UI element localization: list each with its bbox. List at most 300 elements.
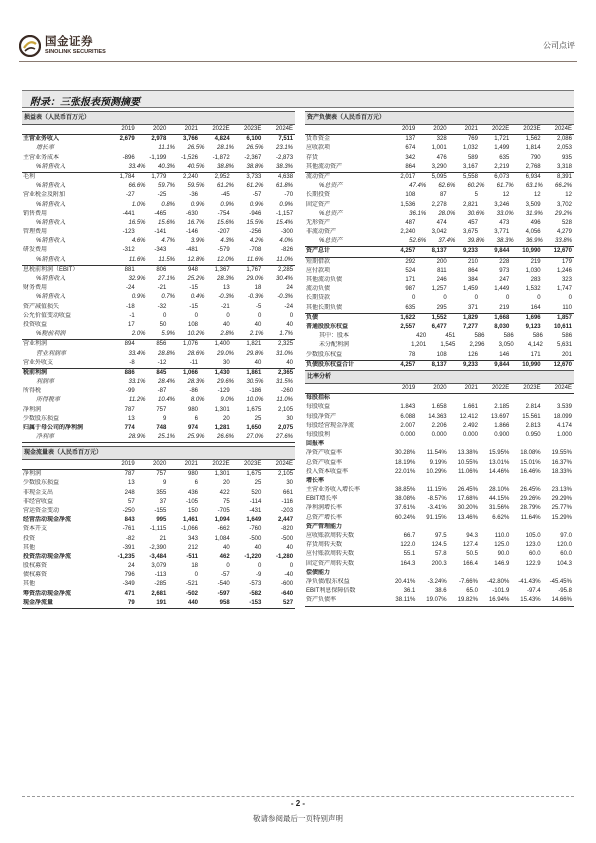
table-row <box>305 173 574 182</box>
row-value: 40.5% <box>187 163 205 170</box>
row-label: %总资产 <box>319 238 343 245</box>
row-value: 4.174 <box>556 422 572 429</box>
row-label: %销售收入 <box>36 219 66 226</box>
row-value: -3.41% <box>427 505 447 512</box>
row-value: -0.3% <box>218 294 234 301</box>
row-value: 6,100 <box>246 136 262 143</box>
row-value: 57.8 <box>434 551 447 558</box>
row-label: 净资产收益率 <box>306 450 343 457</box>
row-value: 1,430 <box>214 369 230 376</box>
row-value: 12 <box>533 192 541 199</box>
row-value: 29.8% <box>246 350 264 357</box>
row-label: 总资产增长率 <box>306 514 343 521</box>
row-label: 偿债能力 <box>306 569 331 576</box>
table-row <box>305 276 574 285</box>
row-value: 1,747 <box>556 286 572 293</box>
row-value: 19.82% <box>457 597 478 604</box>
row-value: -27 <box>126 192 135 199</box>
row-value: 25.1% <box>157 434 175 441</box>
year-header-cell: 2023E <box>523 126 541 132</box>
row-value: 40 <box>223 544 230 551</box>
table-row <box>305 267 574 276</box>
row-value: 1,076 <box>183 341 199 348</box>
row-value: 864 <box>405 163 416 170</box>
row-value: 10,990 <box>522 248 541 255</box>
row-value: 856 <box>156 341 167 348</box>
row-value: 980 <box>188 406 199 413</box>
row-value: 1,829 <box>462 314 478 321</box>
row-label: 净利润 <box>23 471 42 478</box>
row-value: 323 <box>561 277 572 283</box>
row-value: 13.46% <box>457 514 478 521</box>
row-value: 1,066 <box>183 369 199 376</box>
row-value <box>449 569 480 578</box>
row-value: -203 <box>281 507 294 514</box>
row-value: 14.46% <box>488 468 510 475</box>
table-row <box>22 182 295 191</box>
row-value: 30.6% <box>467 210 485 217</box>
row-label: 普通股股东权益 <box>306 323 349 330</box>
row-value: 61.2% <box>216 183 234 190</box>
row-value: 283 <box>530 277 541 283</box>
row-value: 14.363 <box>428 413 447 420</box>
table-row <box>22 415 295 424</box>
row-value: 137 <box>405 136 416 143</box>
row-value: 457 <box>467 219 478 226</box>
row-value: 3.9% <box>190 238 205 245</box>
year-header-cell: 2024E <box>554 126 572 132</box>
row-value: 40 <box>254 321 262 328</box>
row-value: 757 <box>156 471 167 478</box>
row-value: 1,301 <box>214 406 230 413</box>
row-value <box>480 394 511 403</box>
table-row <box>22 553 295 562</box>
row-value: 200 <box>436 258 447 265</box>
row-value <box>543 477 574 486</box>
table-row <box>305 587 574 596</box>
row-value: 0.8% <box>161 201 175 208</box>
row-value: 219 <box>530 258 541 265</box>
row-value: 28.79% <box>520 505 541 512</box>
row-value: -82 <box>126 535 135 542</box>
row-value: 150 <box>188 507 199 514</box>
table-title: 比率分析 <box>305 370 574 384</box>
row-value: 524 <box>405 267 416 274</box>
row-label: 货币资金 <box>306 136 331 143</box>
table-row <box>22 312 295 321</box>
row-value: 6 <box>194 415 199 422</box>
row-value: 28.10% <box>488 487 510 494</box>
row-value: 28.8% <box>157 350 175 357</box>
row-value: 0.9% <box>249 201 264 208</box>
table-row <box>22 340 295 349</box>
row-value: -40 <box>284 572 294 579</box>
row-value: 38.11% <box>395 597 416 604</box>
row-value: 37.4% <box>438 238 456 245</box>
year-header-cell: 2021 <box>184 461 199 467</box>
row-value: 108 <box>188 321 199 328</box>
row-value: -155 <box>154 507 167 514</box>
row-label: 应付账款周转天数 <box>306 551 355 558</box>
company-logo <box>19 35 106 57</box>
row-value: 29.0% <box>216 350 234 357</box>
row-value: -1 <box>129 312 135 319</box>
row-label: 非流动资产 <box>306 229 337 236</box>
row-value: 0 <box>474 295 478 302</box>
row-value: 61.8% <box>275 183 293 190</box>
row-label: 投入资本收益率 <box>306 468 349 475</box>
table-row <box>305 541 574 550</box>
row-value: -1,872 <box>212 154 230 161</box>
row-value: 0.900 <box>494 431 510 438</box>
row-value: 30 <box>286 415 294 422</box>
row-value: 66.2% <box>555 183 573 190</box>
table-row <box>305 560 574 569</box>
year-header-cell: 2019 <box>121 126 135 132</box>
row-value: 40.3% <box>157 163 175 170</box>
row-value: -7.66% <box>458 578 478 585</box>
row-value: 0 <box>194 572 199 579</box>
row-value <box>480 440 511 449</box>
row-label: 每股收益 <box>306 404 331 411</box>
row-value <box>511 569 542 578</box>
row-label: %销售收入 <box>36 256 66 263</box>
row-label: EBIT利息保障倍数 <box>306 588 356 595</box>
row-label: 少数股东损益 <box>23 480 60 487</box>
row-value: 26.5% <box>187 145 205 152</box>
table-row <box>22 284 295 293</box>
row-value: 97.0 <box>560 533 572 539</box>
row-value: 38.8% <box>216 163 234 170</box>
row-value: 4.6% <box>131 238 146 245</box>
row-value: 219 <box>499 304 510 311</box>
row-value: -540 <box>217 581 230 588</box>
row-value: 13.38% <box>457 450 478 457</box>
row-value: 2,447 <box>278 517 294 524</box>
row-value: 796 <box>124 572 135 579</box>
row-value: 1,094 <box>214 517 230 524</box>
table-row <box>305 394 574 403</box>
row-value: -0.3% <box>247 294 264 301</box>
row-value: 1,779 <box>151 173 167 180</box>
row-value: 39.8% <box>467 238 485 245</box>
row-label: 营业利润 <box>23 341 48 348</box>
row-value: 40 <box>286 544 294 551</box>
table-row <box>305 495 574 504</box>
header-label-cell <box>305 384 386 393</box>
row-label: 固定资产周转天数 <box>306 560 355 567</box>
logo-name-en: SINOLINK SECURITIES <box>45 48 106 55</box>
row-value: -45 <box>221 192 230 199</box>
row-value: 18.08% <box>520 450 541 457</box>
row-value: 1,650 <box>246 425 262 431</box>
row-value: 12 <box>502 192 510 199</box>
table-row <box>305 550 574 559</box>
row-value: 179 <box>561 258 572 265</box>
table-row <box>22 489 295 498</box>
row-value: 47.4% <box>409 183 427 190</box>
row-label: 资本开支 <box>23 526 48 533</box>
row-label: 净负债/股东权益 <box>306 578 350 585</box>
header-label-cell <box>305 125 386 134</box>
row-value: 20 <box>223 415 230 422</box>
row-value: 2.1% <box>249 331 264 338</box>
row-value: 11.06% <box>458 468 478 475</box>
row-value: 33.1% <box>128 379 146 386</box>
year-header-cell: 2023E <box>244 461 262 467</box>
row-value: 15.43% <box>520 597 541 604</box>
table-row <box>305 294 574 303</box>
row-value: 1,459 <box>462 286 478 293</box>
table-row <box>22 387 295 396</box>
row-value: 8,137 <box>431 361 447 368</box>
row-value: -101.9 <box>492 588 510 595</box>
row-value: 36.1% <box>409 210 427 217</box>
row-value: 2.007 <box>400 422 416 429</box>
table-row <box>22 359 295 369</box>
row-value: 2,681 <box>151 590 167 597</box>
row-label: 其他 <box>23 544 36 551</box>
row-value <box>449 440 480 449</box>
row-value: 13.01% <box>488 459 510 466</box>
row-value: 19.07% <box>426 597 447 604</box>
row-value: 894 <box>124 341 135 348</box>
row-label: 负债 <box>306 314 319 321</box>
row-label: 增长率 <box>36 145 55 152</box>
row-value: 973 <box>499 267 510 274</box>
row-value: 1,767 <box>246 266 262 273</box>
table-row <box>305 332 574 341</box>
row-value: -1,526 <box>181 154 199 161</box>
row-value: 11.6% <box>128 256 146 263</box>
row-value: 4,257 <box>400 361 416 368</box>
row-value: 27.1% <box>157 276 175 282</box>
row-label: 应收款项 <box>306 145 331 152</box>
table-row <box>22 590 295 599</box>
table-header-row <box>22 460 295 470</box>
header-label-cell <box>22 460 105 469</box>
row-value <box>417 523 448 532</box>
row-label: 营业利润率 <box>36 350 67 357</box>
row-value: 2.814 <box>525 404 541 411</box>
row-value: -105 <box>186 498 199 505</box>
row-label: %税前利润 <box>36 331 66 338</box>
row-value: -708 <box>249 247 262 254</box>
row-value: 935 <box>561 154 572 161</box>
row-value: 8,030 <box>494 323 510 330</box>
table-row <box>305 351 574 361</box>
row-value: 2,219 <box>494 163 510 170</box>
row-value: 1,784 <box>119 173 135 180</box>
cashflow-statement-table <box>22 446 295 609</box>
row-label: 应付款项 <box>306 267 331 274</box>
table-row <box>305 191 574 200</box>
row-value: 28.0% <box>438 210 456 217</box>
row-value: 10.29% <box>426 468 447 475</box>
row-value: 811 <box>437 267 447 274</box>
row-value: 790 <box>530 154 541 161</box>
row-value: 2,240 <box>183 173 199 180</box>
row-value: 589 <box>467 154 478 161</box>
row-value: 2,278 <box>431 201 447 208</box>
table-row <box>305 413 574 422</box>
row-value: -582 <box>249 590 262 597</box>
row-value: -391 <box>122 544 135 551</box>
row-value: -481 <box>186 247 199 254</box>
table-row <box>305 422 574 431</box>
row-value: 6 <box>194 480 199 487</box>
row-value: 18.33% <box>551 468 572 475</box>
row-value: 91.15% <box>426 514 447 521</box>
row-label: 增长率 <box>306 477 325 484</box>
row-label: 其他 <box>23 581 36 588</box>
row-value: 0.9% <box>190 201 205 208</box>
logo-icon <box>19 35 41 57</box>
row-value: 4,279 <box>556 229 572 236</box>
row-value: 66.6% <box>128 183 146 190</box>
table-row <box>22 470 295 479</box>
row-value: 355 <box>156 489 167 496</box>
row-value: -2,873 <box>276 154 294 161</box>
table-row <box>22 544 295 553</box>
row-value: -343 <box>154 247 167 254</box>
row-value: 24 <box>286 285 294 292</box>
row-value: 3,509 <box>525 201 541 208</box>
row-value <box>417 569 448 578</box>
row-value: 0.950 <box>525 431 541 438</box>
row-value: 32.9% <box>128 276 146 282</box>
row-value: 980 <box>188 471 199 478</box>
row-value: 3,042 <box>431 229 447 236</box>
row-label: %总资产 <box>319 210 343 217</box>
row-value <box>543 569 574 578</box>
row-value: 38.6 <box>434 588 447 595</box>
row-value: 24 <box>127 563 135 570</box>
row-value: 0.9% <box>279 201 293 208</box>
row-value: -11 <box>189 359 199 366</box>
row-value: 9,123 <box>525 323 541 330</box>
year-header-cell: 2021 <box>464 126 478 132</box>
row-value: -896 <box>122 154 135 161</box>
row-label: 主营业务收入增长率 <box>306 487 361 494</box>
row-value: 328 <box>436 136 447 143</box>
table-title: 现金流量表（人民币百万元） <box>22 446 295 460</box>
row-value: -826 <box>281 247 294 254</box>
row-value: 527 <box>283 599 294 606</box>
row-value <box>386 394 417 403</box>
row-value: 27.0% <box>246 434 264 441</box>
row-value: 0.4% <box>190 294 205 301</box>
row-value: 3,771 <box>494 229 510 236</box>
row-value: 845 <box>156 369 167 376</box>
row-value <box>386 569 417 578</box>
row-value: 44.15% <box>488 496 510 503</box>
row-value: 2.0% <box>131 331 146 338</box>
row-value: 881 <box>124 266 135 273</box>
table-row <box>305 144 574 153</box>
row-value: 1,552 <box>431 314 447 321</box>
table-title: 损益表（人民币百万元） <box>22 111 295 125</box>
row-value: 6,073 <box>494 173 510 180</box>
row-value: -99 <box>126 388 135 395</box>
row-value: -24 <box>284 303 294 310</box>
row-value: 37 <box>159 498 167 505</box>
row-value: 200.3 <box>431 560 447 567</box>
row-value: 22.01% <box>394 468 416 475</box>
row-value: -12 <box>157 359 167 366</box>
row-value: 28.3% <box>216 276 234 282</box>
row-value <box>417 477 448 486</box>
row-label: 投资活动现金净流 <box>23 553 72 560</box>
row-value: -3.24% <box>427 578 447 585</box>
row-value: 20 <box>223 480 230 487</box>
table-row <box>22 246 295 255</box>
row-value: 2,086 <box>556 136 572 143</box>
row-value: 436 <box>188 489 199 496</box>
row-value: 0 <box>443 295 447 302</box>
row-value: 11.6% <box>246 256 264 263</box>
table-row <box>305 228 574 237</box>
row-value: 1,461 <box>183 517 199 524</box>
row-label: 税前利润 <box>23 369 48 376</box>
row-value: 440 <box>188 599 199 606</box>
row-value: 586 <box>503 333 514 340</box>
row-label: 流动资产 <box>306 173 331 180</box>
row-value: 12,670 <box>553 361 572 368</box>
row-label: 存货周转天数 <box>306 542 343 549</box>
row-value: 11.54% <box>426 450 447 457</box>
table-row <box>22 479 295 488</box>
row-value: -312 <box>122 247 135 254</box>
table-row <box>22 424 295 433</box>
row-value: -1,235 <box>117 553 135 560</box>
row-value: -146 <box>186 229 199 236</box>
row-label: 销售费用 <box>23 210 48 217</box>
row-value: 4,824 <box>214 136 230 143</box>
row-value: 769 <box>467 136 478 143</box>
row-value: -186 <box>249 388 262 395</box>
row-value: 60.0 <box>528 551 541 558</box>
row-value: 228 <box>499 258 510 265</box>
row-value: 36.1 <box>403 588 416 595</box>
table-row <box>305 514 574 523</box>
row-label: 无形资产 <box>306 219 331 226</box>
row-value: 31.9% <box>525 210 543 217</box>
row-value: 17 <box>127 321 135 328</box>
row-value: -95.8 <box>558 588 572 595</box>
table-row <box>22 144 295 153</box>
row-value: 974 <box>188 425 199 431</box>
row-value: 2,365 <box>278 369 294 376</box>
row-value: -41.43% <box>518 578 541 585</box>
row-value: 15.6% <box>157 219 175 226</box>
row-value: 63.1% <box>525 183 543 190</box>
table-row <box>305 440 574 449</box>
row-value: 28.9% <box>128 434 146 441</box>
row-value: 30 <box>286 480 294 487</box>
row-value: -502 <box>186 590 199 597</box>
row-value: -3,484 <box>149 553 167 560</box>
row-label: 投资收益 <box>23 321 48 328</box>
row-value: 3,733 <box>246 173 262 180</box>
row-label: 资产管理能力 <box>306 523 343 530</box>
row-value: -21 <box>157 285 167 292</box>
row-value: 9,233 <box>462 248 478 255</box>
row-label: 投资 <box>23 535 36 542</box>
row-value: 8,391 <box>556 173 572 180</box>
row-value: 1,857 <box>556 314 572 321</box>
row-label: 其他流动负债 <box>306 277 343 283</box>
